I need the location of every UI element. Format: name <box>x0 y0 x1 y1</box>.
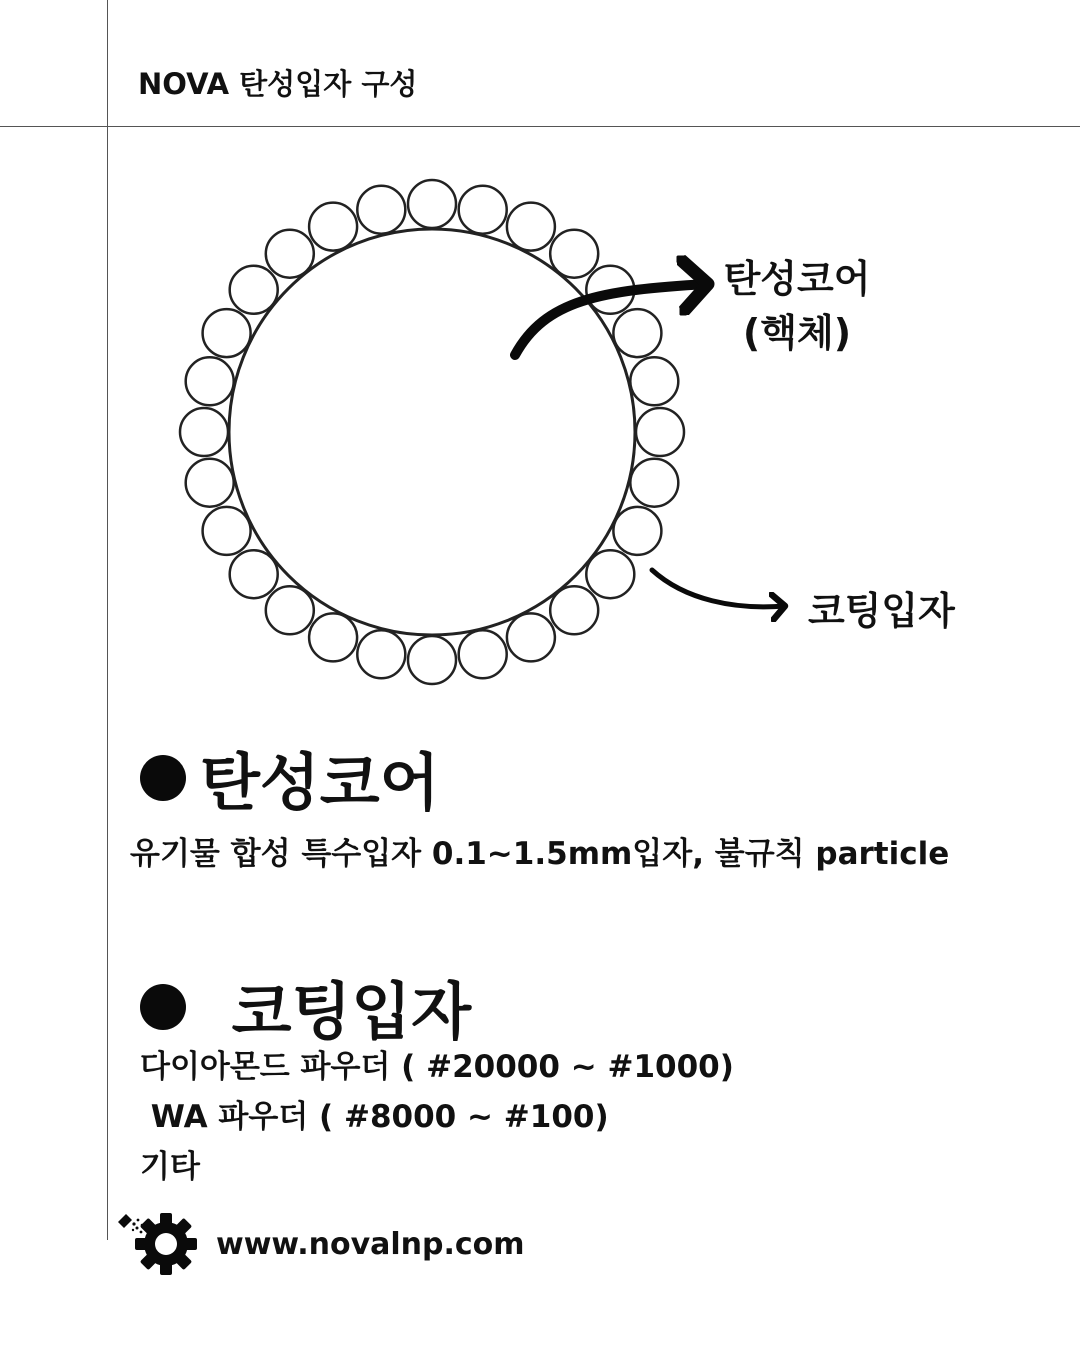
coating-particle <box>408 180 456 228</box>
coating-label: 코팅입자 <box>808 589 955 633</box>
coating-particle <box>266 586 314 634</box>
bullet-icon <box>140 984 186 1030</box>
coating-particle <box>507 203 555 251</box>
coating-particle <box>230 550 278 598</box>
core-section-heading <box>140 733 440 822</box>
elastic-core-circle <box>229 229 635 635</box>
coating-list-item: WA 파우더 ( #8000 ~ #100) <box>140 1099 609 1135</box>
coating-particle <box>266 230 314 278</box>
page-title: NOVA 탄성입자 구성 <box>138 67 418 101</box>
coating-list <box>140 1042 734 1192</box>
core-description: 유기물 합성 특수입자 0.1~1.5mm입자, 불규칙 particle <box>130 836 950 872</box>
coating-particle-ring <box>180 180 684 684</box>
coating-list-item: 기타 <box>140 1149 200 1185</box>
coating-particle <box>630 459 678 507</box>
footer <box>114 1208 525 1280</box>
coating-heading-text: 코팅입자 <box>210 975 472 1048</box>
coating-particle <box>230 266 278 314</box>
coating-particle <box>550 586 598 634</box>
coating-particle <box>309 203 357 251</box>
coating-particle <box>408 636 456 684</box>
coating-particle <box>636 408 684 456</box>
coating-particle <box>357 630 405 678</box>
core-label <box>722 252 872 360</box>
core-label-line2: (핵체) <box>742 311 852 355</box>
coating-particle <box>203 507 251 555</box>
coating-particle <box>459 630 507 678</box>
coating-particle <box>507 613 555 661</box>
coating-particle <box>613 507 661 555</box>
bullet-icon <box>140 755 186 801</box>
core-heading-text: 탄성코어 <box>200 746 440 819</box>
coating-particle <box>186 357 234 405</box>
coating-section-heading <box>140 962 471 1051</box>
coating-particle <box>357 186 405 234</box>
coating-list-item: 다이아몬드 파우더 ( #20000 ~ #1000) <box>140 1049 734 1085</box>
coating-particle <box>186 459 234 507</box>
coating-particle <box>586 550 634 598</box>
coating-particle <box>550 230 598 278</box>
core-label-line1: 탄성코어 <box>723 257 871 301</box>
gear-logo-icon <box>114 1208 208 1280</box>
coating-arrow <box>652 570 785 607</box>
coating-particle <box>459 186 507 234</box>
coating-particle <box>630 357 678 405</box>
core-arrow <box>515 284 708 355</box>
website-url[interactable]: www.novalnp.com <box>216 1226 525 1262</box>
coating-particle <box>203 309 251 357</box>
coating-particle <box>180 408 228 456</box>
coating-particle <box>309 613 357 661</box>
coating-particle <box>613 309 661 357</box>
